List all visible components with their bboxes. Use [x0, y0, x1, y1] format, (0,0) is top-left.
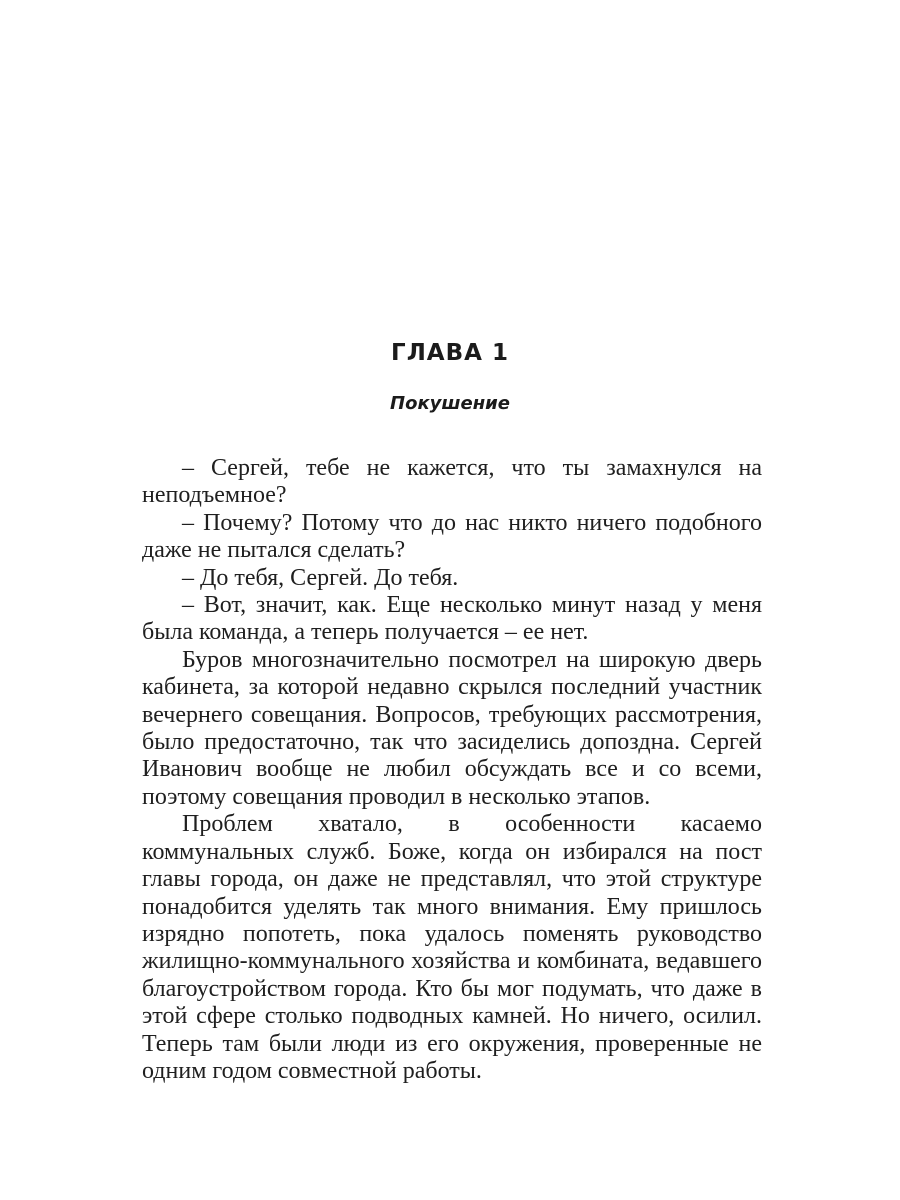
- paragraph-dialogue-2: – Почему? Потому что до нас никто ничего подобного даже не пытался сделать?: [142, 509, 762, 564]
- chapter-title: ГЛАВА 1: [391, 340, 509, 366]
- paragraph-dialogue-1: – Сергей, тебе не кажется, что ты замахнулся на неподъемное?: [142, 455, 762, 509]
- paragraph-narration-1: Буров многозначительно посмотрел на широкую дверь кабинета, за которой недавно скрылся последний участник вечернего совещания. Вопросов, требующих рассмотрения, было предостаточно, так что засиделись допоздна. Сергей Иванович вообще не любил обсуждать все и со всеми, поэтому совещания проводил в несколько этапов.: [142, 646, 762, 810]
- chapter-subtitle: Покушение: [390, 393, 510, 414]
- paragraph-dialogue-3: – До тебя, Сергей. До тебя.: [182, 564, 459, 591]
- chapter-body: [142, 455, 762, 1085]
- paragraph-dialogue-4: – Вот, значит, как. Еще несколько минут назад у меня была команда, а теперь получается – ее нет.: [142, 592, 762, 646]
- paragraph-narration-2: Проблем хватало, в особенности касаемо коммунальных служб. Боже, когда он избирался на пост главы города, он даже не представлял, что этой структуре понадобится уделять так много внимания. Ему пришлось изрядно попотеть, пока удалось поменять руководство жилищно-коммунального хозяйства и комбината, ведавшего благоустройством города. Кто бы мог подумать, что даже в этой сфере столько подводных камней. Но ничего, осилил. Теперь там были люди из его окружения, проверенные не одним годом совместной работы.: [142, 811, 762, 1084]
